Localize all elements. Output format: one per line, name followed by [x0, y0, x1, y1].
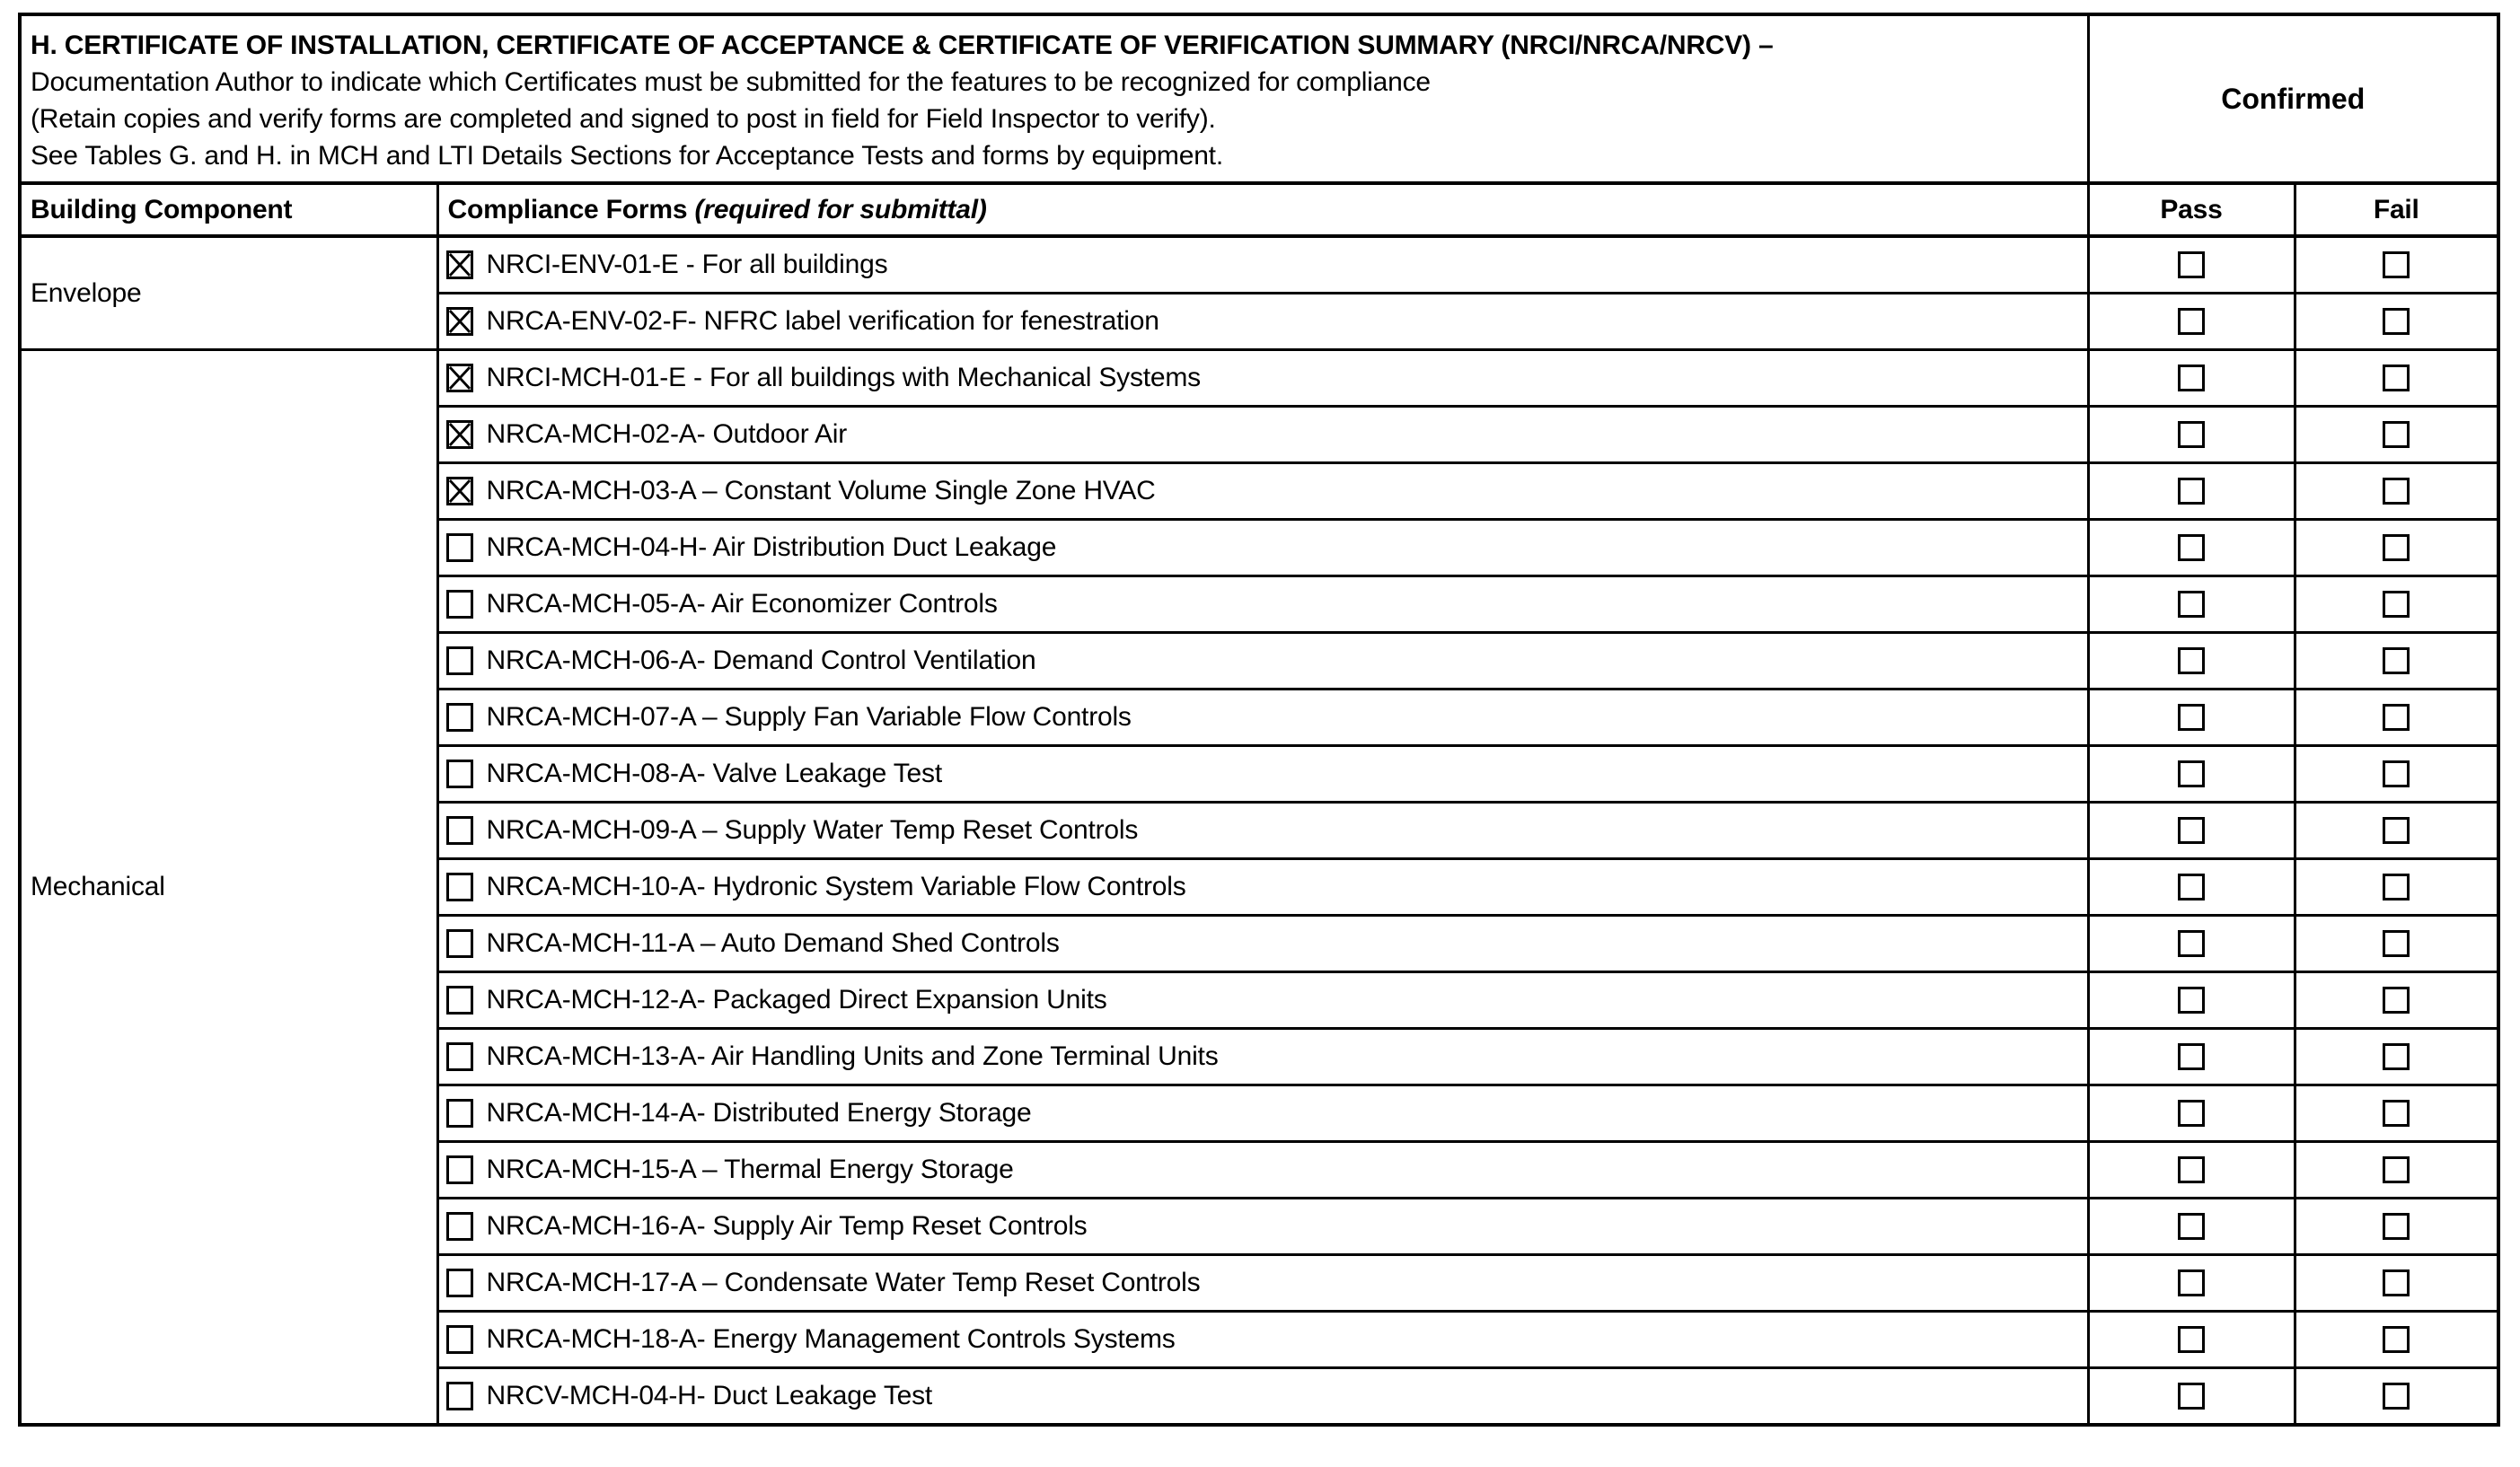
- compliance-form-label: NRCA-MCH-17-A – Condensate Water Temp Reset Controls: [486, 1268, 1201, 1297]
- compliance-form-label: NRCA-MCH-10-A- Hydronic System Variable Flow Controls: [486, 872, 1186, 901]
- compliance-forms-note: (required for submittal): [694, 194, 987, 224]
- table-row: [20, 236, 2498, 294]
- pass-checkbox[interactable]: [2178, 704, 2205, 731]
- compliance-form-cell: [437, 1255, 2088, 1312]
- col-header-pass: Pass: [2088, 183, 2295, 236]
- compliance-form-cell: [437, 1085, 2088, 1142]
- compliance-form-cell: [437, 633, 2088, 690]
- fail-cell: [2295, 1029, 2498, 1085]
- pass-cell: [2088, 633, 2295, 690]
- fail-checkbox[interactable]: [2383, 1326, 2410, 1353]
- compliance-form-label: NRCA-MCH-16-A- Supply Air Temp Reset Controls: [486, 1211, 1088, 1241]
- compliance-form-label: NRCA-MCH-14-A- Distributed Energy Storage: [486, 1098, 1032, 1128]
- fail-checkbox[interactable]: [2383, 1156, 2410, 1183]
- compliance-form-cell: [437, 1312, 2088, 1368]
- compliance-form-label: NRCA-MCH-04-H- Air Distribution Duct Leakage: [486, 532, 1057, 562]
- pass-checkbox[interactable]: [2178, 1213, 2205, 1240]
- building-component-cell: Mechanical: [20, 350, 437, 1426]
- title-instruction-line: Documentation Author to indicate which Certificates must be submitted for the features to be recognized for compliance: [31, 67, 1431, 97]
- ballot-box-with-x-icon[interactable]: [446, 477, 473, 505]
- pass-checkbox[interactable]: [2178, 365, 2205, 391]
- ballot-box-empty-icon[interactable]: [446, 533, 473, 562]
- fail-checkbox[interactable]: [2383, 421, 2410, 448]
- fail-checkbox[interactable]: [2383, 1100, 2410, 1127]
- fail-cell: [2295, 916, 2498, 972]
- pass-checkbox[interactable]: [2178, 1269, 2205, 1296]
- ballot-box-empty-icon[interactable]: [446, 929, 473, 958]
- column-header-row: [20, 183, 2498, 236]
- ballot-box-empty-icon[interactable]: [446, 1269, 473, 1297]
- compliance-form-label: NRCA-MCH-08-A- Valve Leakage Test: [486, 759, 942, 788]
- pass-cell: [2088, 576, 2295, 633]
- compliance-form-cell: [437, 972, 2088, 1029]
- pass-checkbox[interactable]: [2178, 1383, 2205, 1410]
- compliance-form-cell: [437, 859, 2088, 916]
- compliance-form-label: NRCI-MCH-01-E - For all buildings with Mechanical Systems: [486, 363, 1201, 392]
- pass-cell: [2088, 803, 2295, 859]
- fail-checkbox[interactable]: [2383, 930, 2410, 957]
- pass-checkbox[interactable]: [2178, 987, 2205, 1014]
- pass-checkbox[interactable]: [2178, 1043, 2205, 1070]
- fail-checkbox[interactable]: [2383, 1383, 2410, 1410]
- pass-cell: [2088, 1029, 2295, 1085]
- pass-cell: [2088, 463, 2295, 520]
- fail-cell: [2295, 1368, 2498, 1426]
- compliance-form-cell: [437, 407, 2088, 463]
- pass-checkbox[interactable]: [2178, 874, 2205, 900]
- ballot-box-empty-icon[interactable]: [446, 1325, 473, 1354]
- ballot-box-empty-icon[interactable]: [446, 816, 473, 845]
- fail-cell: [2295, 463, 2498, 520]
- compliance-form-cell: [437, 294, 2088, 350]
- fail-checkbox[interactable]: [2383, 647, 2410, 674]
- compliance-form-cell: [437, 746, 2088, 803]
- col-header-fail: Fail: [2295, 183, 2498, 236]
- compliance-form-label: NRCA-MCH-07-A – Supply Fan Variable Flow Controls: [486, 702, 1132, 732]
- compliance-form-label: NRCI-ENV-01-E - For all buildings: [486, 250, 888, 279]
- fail-checkbox[interactable]: [2383, 1213, 2410, 1240]
- pass-cell: [2088, 972, 2295, 1029]
- ballot-box-empty-icon[interactable]: [446, 1042, 473, 1071]
- fail-cell: [2295, 746, 2498, 803]
- fail-checkbox[interactable]: [2383, 704, 2410, 731]
- compliance-form-label: NRCA-MCH-06-A- Demand Control Ventilation: [486, 646, 1036, 675]
- pass-cell: [2088, 1255, 2295, 1312]
- col-header-building-component: Building Component: [20, 183, 437, 236]
- fail-cell: [2295, 859, 2498, 916]
- compliance-form-cell: [437, 1368, 2088, 1426]
- pass-cell: [2088, 1312, 2295, 1368]
- compliance-form-cell: [437, 1199, 2088, 1255]
- compliance-form-label: NRCA-MCH-12-A- Packaged Direct Expansion Units: [486, 985, 1107, 1015]
- compliance-form-cell: [437, 520, 2088, 576]
- pass-checkbox[interactable]: [2178, 534, 2205, 561]
- building-component-cell: Envelope: [20, 236, 437, 350]
- table-body: [20, 236, 2498, 1425]
- fail-cell: [2295, 1142, 2498, 1199]
- col-header-compliance-forms: [437, 183, 2088, 236]
- fail-cell: [2295, 1199, 2498, 1255]
- pass-cell: [2088, 859, 2295, 916]
- fail-cell: [2295, 576, 2498, 633]
- compliance-forms-label: Compliance Forms: [447, 194, 688, 224]
- pass-cell: [2088, 407, 2295, 463]
- fail-cell: [2295, 1085, 2498, 1142]
- ballot-box-empty-icon[interactable]: [446, 1155, 473, 1184]
- pass-checkbox[interactable]: [2178, 1156, 2205, 1183]
- pass-cell: [2088, 236, 2295, 294]
- ballot-box-with-x-icon[interactable]: [446, 250, 473, 279]
- ballot-box-with-x-icon[interactable]: [446, 364, 473, 392]
- ballot-box-empty-icon[interactable]: [446, 873, 473, 901]
- fail-cell: [2295, 1255, 2498, 1312]
- fail-cell: [2295, 972, 2498, 1029]
- fail-cell: [2295, 633, 2498, 690]
- pass-cell: [2088, 746, 2295, 803]
- fail-checkbox[interactable]: [2383, 251, 2410, 278]
- fail-checkbox[interactable]: [2383, 534, 2410, 561]
- compliance-form-cell: [437, 576, 2088, 633]
- pass-cell: [2088, 1085, 2295, 1142]
- ballot-box-empty-icon[interactable]: [446, 590, 473, 619]
- pass-checkbox[interactable]: [2178, 1326, 2205, 1353]
- fail-cell: [2295, 1312, 2498, 1368]
- ballot-box-empty-icon[interactable]: [446, 986, 473, 1015]
- pass-checkbox[interactable]: [2178, 817, 2205, 844]
- fail-checkbox[interactable]: [2383, 817, 2410, 844]
- compliance-form-cell: [437, 350, 2088, 407]
- section-title: H. CERTIFICATE OF INSTALLATION, CERTIFICATE OF ACCEPTANCE & CERTIFICATE OF VERIFICATION SUMMARY (NRCI/NRCA/NRCV) –: [31, 31, 1774, 60]
- section-title-cell: [20, 14, 2088, 183]
- certificate-summary-table: [18, 13, 2500, 1427]
- fail-checkbox[interactable]: [2383, 365, 2410, 391]
- ballot-box-empty-icon[interactable]: [446, 703, 473, 732]
- compliance-form-cell: [437, 236, 2088, 294]
- compliance-form-cell: [437, 463, 2088, 520]
- pass-checkbox[interactable]: [2178, 251, 2205, 278]
- ballot-box-empty-icon[interactable]: [446, 760, 473, 788]
- fail-checkbox[interactable]: [2383, 874, 2410, 900]
- compliance-form-cell: [437, 690, 2088, 746]
- compliance-form-label: NRCA-MCH-03-A – Constant Volume Single Zone HVAC: [486, 476, 1156, 505]
- fail-cell: [2295, 236, 2498, 294]
- pass-checkbox[interactable]: [2178, 591, 2205, 618]
- compliance-form-label: NRCA-ENV-02-F- NFRC label verification for fenestration: [486, 306, 1159, 336]
- compliance-form-label: NRCA-MCH-18-A- Energy Management Controls Systems: [486, 1324, 1176, 1354]
- ballot-box-with-x-icon[interactable]: [446, 307, 473, 336]
- pass-cell: [2088, 294, 2295, 350]
- ballot-box-empty-icon[interactable]: [446, 1382, 473, 1410]
- fail-checkbox[interactable]: [2383, 987, 2410, 1014]
- compliance-form-cell: [437, 1029, 2088, 1085]
- title-see-tables-line: See Tables G. and H. in MCH and LTI Details Sections for Acceptance Tests and forms by equipment.: [31, 141, 1223, 171]
- fail-checkbox[interactable]: [2383, 1269, 2410, 1296]
- ballot-box-empty-icon[interactable]: [446, 1099, 473, 1128]
- compliance-form-label: NRCA-MCH-15-A – Thermal Energy Storage: [486, 1155, 1014, 1184]
- compliance-form-cell: [437, 916, 2088, 972]
- fail-cell: [2295, 350, 2498, 407]
- pass-cell: [2088, 1368, 2295, 1426]
- compliance-form-label: NRCA-MCH-05-A- Air Economizer Controls: [486, 589, 998, 619]
- title-row: [20, 14, 2498, 183]
- pass-checkbox[interactable]: [2178, 930, 2205, 957]
- compliance-form-label: NRCA-MCH-09-A – Supply Water Temp Reset Controls: [486, 815, 1139, 845]
- pass-cell: [2088, 1142, 2295, 1199]
- pass-cell: [2088, 520, 2295, 576]
- title-retain-line: (Retain copies and verify forms are completed and signed to post in field for Field Inspector to verify).: [31, 104, 1216, 134]
- pass-cell: [2088, 1199, 2295, 1255]
- fail-cell: [2295, 407, 2498, 463]
- fail-checkbox[interactable]: [2383, 1043, 2410, 1070]
- compliance-form-cell: [437, 803, 2088, 859]
- compliance-form-label: NRCA-MCH-13-A- Air Handling Units and Zone Terminal Units: [486, 1041, 1219, 1071]
- fail-checkbox[interactable]: [2383, 308, 2410, 335]
- confirmed-header: Confirmed: [2088, 14, 2498, 183]
- pass-checkbox[interactable]: [2178, 760, 2205, 787]
- fail-checkbox[interactable]: [2383, 478, 2410, 505]
- fail-cell: [2295, 803, 2498, 859]
- compliance-form-label: NRCA-MCH-11-A – Auto Demand Shed Controls: [486, 928, 1060, 958]
- compliance-form-label: NRCA-MCH-02-A- Outdoor Air: [486, 419, 848, 449]
- pass-checkbox[interactable]: [2178, 308, 2205, 335]
- pass-checkbox[interactable]: [2178, 478, 2205, 505]
- fail-cell: [2295, 520, 2498, 576]
- pass-cell: [2088, 916, 2295, 972]
- ballot-box-with-x-icon[interactable]: [446, 420, 473, 449]
- pass-checkbox[interactable]: [2178, 421, 2205, 448]
- pass-cell: [2088, 690, 2295, 746]
- table-row: [20, 350, 2498, 407]
- pass-cell: [2088, 350, 2295, 407]
- compliance-form-cell: [437, 1142, 2088, 1199]
- fail-checkbox[interactable]: [2383, 760, 2410, 787]
- ballot-box-empty-icon[interactable]: [446, 1212, 473, 1241]
- pass-checkbox[interactable]: [2178, 1100, 2205, 1127]
- fail-cell: [2295, 294, 2498, 350]
- fail-checkbox[interactable]: [2383, 591, 2410, 618]
- pass-checkbox[interactable]: [2178, 647, 2205, 674]
- ballot-box-empty-icon[interactable]: [446, 646, 473, 675]
- compliance-form-label: NRCV-MCH-04-H- Duct Leakage Test: [486, 1381, 933, 1410]
- fail-cell: [2295, 690, 2498, 746]
